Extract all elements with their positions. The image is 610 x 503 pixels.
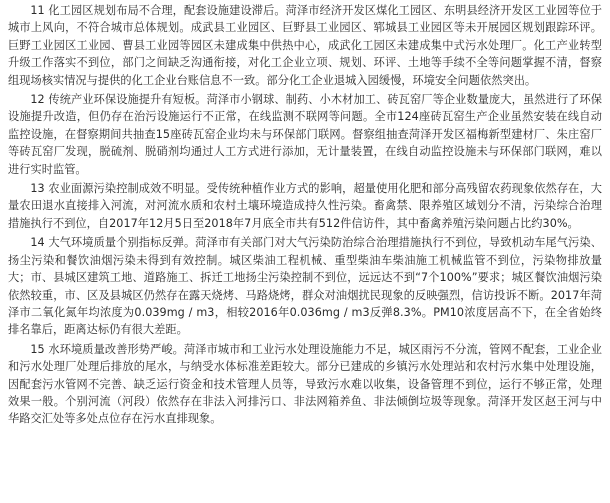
paragraph-15-water-quality: 15 水环境质量改善形势严峻。菏泽市城市和工业污水处理设施能力不足，城区雨污不分流，管网不配套，工业企业和污水处理厂处理后排放的尾水，与纳受水体标准差距较大。部分已建成的乡镇污水处理站和农村污水集中处理设施，因配套污水管网不完善、缺乏运行资金和技术管理人员等，导致污水难以收集，设备管理不到位，运行不够正常，处理效果一般。个别河流（河段）依然存在非法入河排污口、非法网箱养鱼、非法倾倒垃圾等现象。菏泽开发区赵王河与中华路交汇处等多处点位存在污水直排现象。 <box>8 342 602 426</box>
paragraph-13-agricultural-pollution: 13 农业面源污染控制成效不明显。受传统种植作业方式的影响，超量使用化肥和部分高残留农药现象依然存在，大量农田退水直接排入河流，对河流水质和农村土壤环境造成持久性污染。畜禽禁、限养殖区域划分不清，污染综合治理措施执行不到位，自2017年12月5日至2018年7月底全市共有512件信访件，其中畜禽养殖污染问题占比约30%。 <box>8 182 602 230</box>
paragraph-11-chemical-parks: 11 化工园区规划布局不合理，配套设施建设滞后。菏泽市经济开发区煤化工园区、东明县经济开发区工业园等位于城市上风向，不符合城市总体规划。成武县工业园区、巨野县工业园区、郓城县工业园区等未开展园区规划跟踪环评。巨野工业园区工业园、曹县工业园等园区未建成集中供热中心，成武化工园区未建成集中式污水处理厂。化工产业转型升级工作落实不到位，部门之间缺乏沟通衔接，对化工企业立项、规划、环评、土地等手续不全等问题掌握不清，督察组现场核实情况与提供的化工企业台账信息不一致。部分化工企业退城入园缓慢，环境安全问题依然突出。 <box>8 4 602 87</box>
paragraph-14-air-quality: 14 大气环境质量个别指标反弹。菏泽市有关部门对大气污染防治综合治理措施执行不到位，导致机动车尾气污染、扬尘污染和餐饮油烟污染未得到有效控制。城区柴油工程机械、重型柴油车柴油施工机械监管不到位，污染物排放量大；市、县城区建筑工地、道路施工、拆迁工地扬尘污染控制不到位，远远达不到“7个100%”要求；城区餐饮油烟污染依然较重，市、区及县城区仍然存在露天烧烤、马路烧烤，群众对油烟扰民现象的反映强烈，信访投诉不断。2017年菏泽市二氧化氮年均浓度为0.039mg / m3，相较2016年0.036mg / m3反弹8.3%。PM10浓度居高不下，在全省始终排名靠后，距离达标仍有很大差距。 <box>8 236 602 337</box>
paragraph-12-traditional-industry: 12 传统产业环保设施提升有短板。菏泽市小钢球、制药、小木材加工、砖瓦窑厂等企业数量庞大，虽然进行了环保设施提升改造，但仍存在治污设施运行不正常，在线监测不联网等问题。全市124座砖瓦窑生产企业虽然安装在线自动监控设施，在督察期间共抽查15座砖瓦窑企业均未与环保部门联网。督察组抽查菏泽开发区福梅新型建材厂、朱庄窑厂等砖瓦窑厂发现，脱硫剂、脱硝剂均通过人工方式进行添加，无计量装置，在线自动监控设施未与环保部门联网，难以进行实时监管。 <box>8 93 602 176</box>
